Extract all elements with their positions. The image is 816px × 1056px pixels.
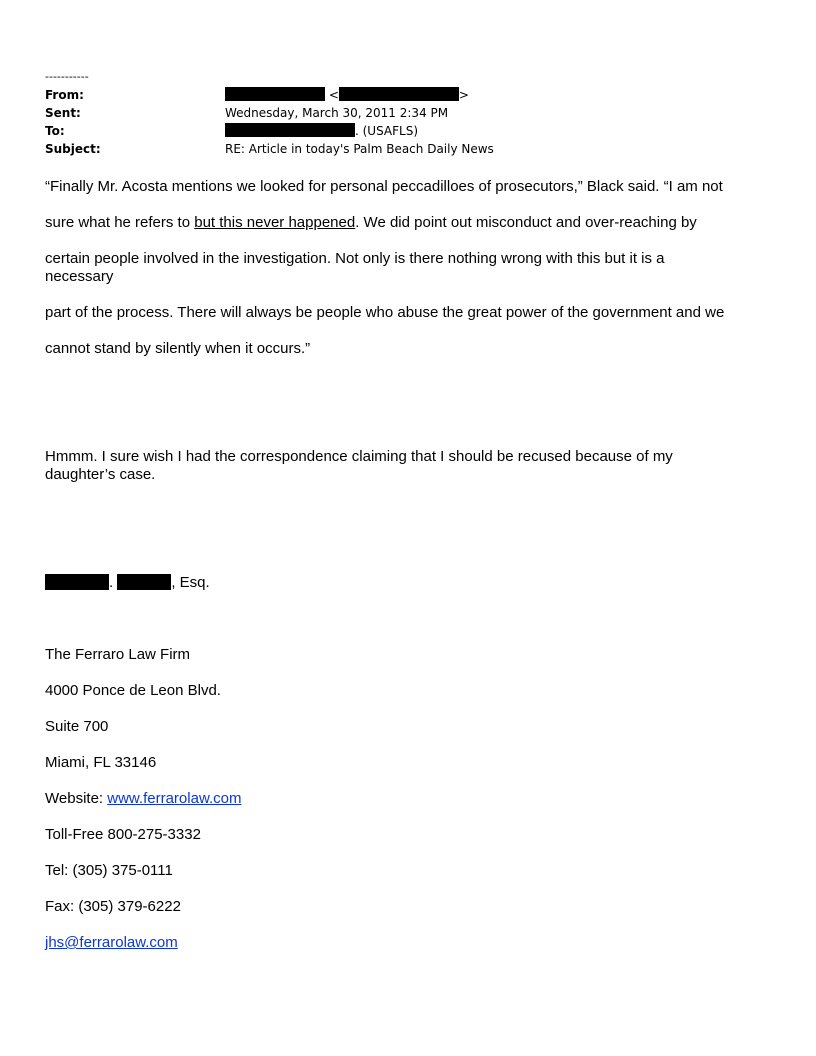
body-line-3: certain people involved in the investigation. Not only is there nothing wrong with this but it is a necessary <box>45 250 665 285</box>
fax-line: Fax: (305) 379-6222 <box>45 898 181 915</box>
email-line <box>45 934 775 952</box>
body-line-2 <box>45 214 775 232</box>
from-row <box>45 86 785 104</box>
website-link[interactable]: www.ferrarolaw.com <box>107 790 242 807</box>
firm-name: The Ferraro Law Firm <box>45 646 191 663</box>
from-label: From: <box>45 88 84 102</box>
sent-row <box>45 104 785 122</box>
from-bracket-open: < <box>328 88 339 102</box>
to-row <box>45 122 785 140</box>
underlined-phrase: but this never happened <box>194 214 356 231</box>
body-line-4: part of the process. There will always be people who abuse the great power of the government and we <box>45 304 725 321</box>
redaction-box <box>225 123 355 137</box>
address-line-1: 4000 Ponce de Leon Blvd. <box>45 682 221 699</box>
address-line-2: Suite 700 <box>45 718 109 735</box>
from-value <box>225 86 469 104</box>
from-bracket-close: > <box>458 88 469 102</box>
redaction-box <box>339 87 459 101</box>
sent-label: Sent: <box>45 106 81 120</box>
to-suffix: . (USAFLS) <box>355 124 419 138</box>
body-line-2-end: . We did point out misconduct and over-reaching by <box>355 214 697 231</box>
to-label: To: <box>45 124 65 138</box>
to-value <box>225 122 418 140</box>
name-separator: . <box>109 574 114 591</box>
city-line: Miami, FL 33146 <box>45 754 157 771</box>
website-label: Website: <box>45 790 108 807</box>
subject-label: Subject: <box>45 142 101 156</box>
body-line-1: “Finally Mr. Acosta mentions we looked for personal peccadilloes of prosecutors,” Black said. “I am not <box>45 178 723 195</box>
sent-value: Wednesday, March 30, 2011 2:34 PM <box>225 106 449 120</box>
tel-line: Tel: (305) 375-0111 <box>45 862 173 879</box>
subject-row <box>45 140 785 158</box>
redaction-box <box>225 87 325 101</box>
reply-paragraph: Hmmm. I sure wish I had the correspondence claiming that I should be recused because of my daughter’s case. <box>45 448 673 483</box>
redaction-box <box>45 574 109 590</box>
body-line-2-start: sure what he refers to <box>45 214 195 231</box>
subject-value: RE: Article in today's Palm Beach Daily News <box>225 142 494 156</box>
email-link[interactable]: jhs@ferrarolaw.com <box>45 934 178 951</box>
tollfree-line: Toll-Free 800-275-3332 <box>45 826 201 843</box>
header-separator: ----------- <box>45 70 89 83</box>
name-suffix: , Esq. <box>171 574 210 591</box>
signature-name <box>45 574 775 592</box>
redaction-box <box>117 574 171 590</box>
website-line <box>45 790 775 808</box>
body-line-5: cannot stand by silently when it occurs.” <box>45 340 311 357</box>
